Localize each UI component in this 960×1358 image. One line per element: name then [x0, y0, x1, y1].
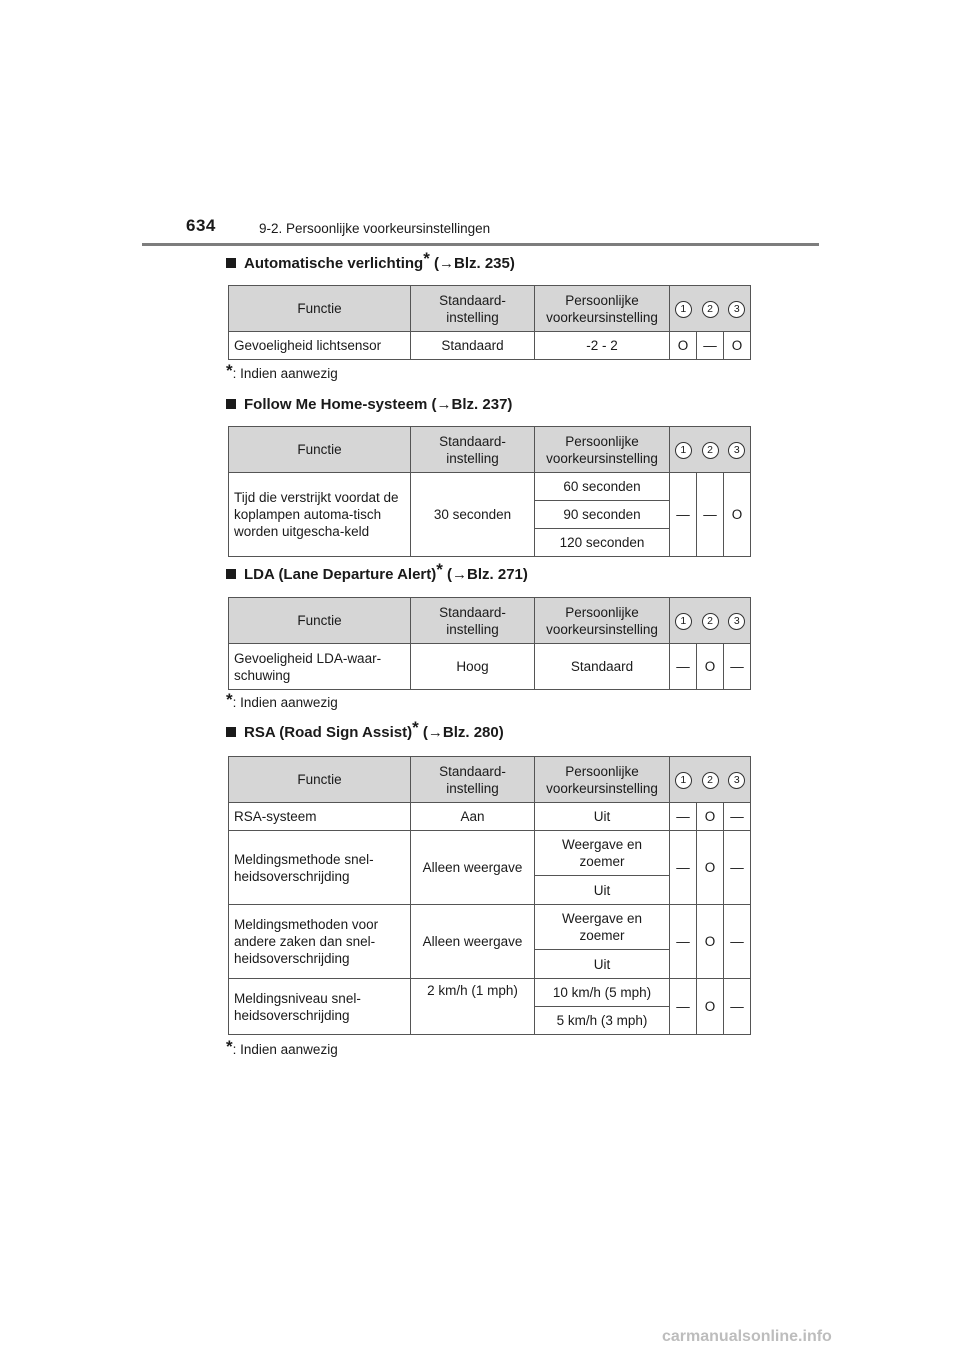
cell-option: Uit: [535, 876, 670, 905]
col-header-functie: Functie: [229, 757, 411, 803]
cell-option: 5 km/h (3 mph): [535, 1007, 670, 1035]
cell-option: Weergave en zoemer: [535, 905, 670, 950]
table-rsa: [228, 756, 751, 1035]
cell-default: Standaard: [411, 332, 535, 360]
cell-function: Meldingsmethoden voor andere zaken dan snel-heidsoverschrijding: [229, 905, 411, 979]
cell-function: Gevoeligheid LDA-waar-schuwing: [229, 644, 411, 690]
cell-function: RSA-systeem: [229, 803, 411, 831]
cell-mark-2: —: [697, 332, 724, 360]
col-header-standaard: Standaard-instelling: [411, 427, 535, 473]
cell-mark-1: —: [670, 473, 697, 557]
cell-default: Alleen weergave: [411, 905, 535, 979]
circled-3-icon: 3: [728, 442, 745, 459]
col-header-functie: Functie: [229, 427, 411, 473]
page-number: 634: [186, 216, 216, 235]
cell-default: Aan: [411, 803, 535, 831]
cell-mark-1: O: [670, 332, 697, 360]
circled-2-icon: 2: [702, 772, 719, 789]
bullet-square-icon: [226, 727, 236, 737]
cell-option: Weergave en zoemer: [535, 831, 670, 876]
circled-3-icon: 3: [728, 613, 745, 630]
col-header-persoonlijk: Persoonlijke voorkeursinstelling: [535, 286, 670, 332]
cell-option: 10 km/h (5 mph): [535, 979, 670, 1007]
footnote: *: Indien aanwezig: [226, 690, 338, 710]
table-row: [229, 905, 751, 950]
cell-default: 30 seconden: [411, 473, 535, 557]
cell-mark-1: —: [670, 979, 697, 1035]
table-row: [229, 803, 751, 831]
section-title-follow-me-home: Follow Me Home-systeem (→Blz. 237): [226, 396, 512, 413]
cell-option: Standaard: [535, 644, 670, 690]
cell-mark-3: —: [724, 905, 751, 979]
table-follow-me-home: [228, 426, 751, 557]
col-header-functie: Functie: [229, 286, 411, 332]
table-row: [229, 332, 751, 360]
col-header-persoonlijk: Persoonlijke voorkeursinstelling: [535, 427, 670, 473]
cell-option: Uit: [535, 950, 670, 979]
circled-2-icon: 2: [702, 613, 719, 630]
table-automatische-verlichting: [228, 285, 751, 360]
cell-option: -2 - 2: [535, 332, 670, 360]
footnote: *: Indien aanwezig: [226, 1037, 338, 1057]
section-title-automatische-verlichting: Automatische verlichting* (→Blz. 235): [226, 255, 515, 272]
circled-1-icon: 1: [675, 442, 692, 459]
col-header-functie: Functie: [229, 598, 411, 644]
header-rule: [142, 243, 819, 246]
cell-mark-2: O: [697, 979, 724, 1035]
cell-mark-1: —: [670, 905, 697, 979]
cell-mark-3: —: [724, 644, 751, 690]
section-title-rsa: RSA (Road Sign Assist)* (→Blz. 280): [226, 724, 504, 741]
bullet-square-icon: [226, 399, 236, 409]
col-header-standaard: Standaard-instelling: [411, 598, 535, 644]
cell-mark-1: —: [670, 803, 697, 831]
cell-function: Meldingsmethode snel-heidsoverschrijding: [229, 831, 411, 905]
circled-1-icon: 1: [675, 613, 692, 630]
cell-mark-3: O: [724, 332, 751, 360]
circled-1-icon: 1: [675, 772, 692, 789]
cell-mark-1: —: [670, 831, 697, 905]
cell-option: 60 seconden: [535, 473, 670, 501]
cell-mark-3: O: [724, 473, 751, 557]
bullet-square-icon: [226, 569, 236, 579]
cell-mark-2: O: [697, 644, 724, 690]
cell-option: 90 seconden: [535, 501, 670, 529]
col-header-persoonlijk: Persoonlijke voorkeursinstelling: [535, 598, 670, 644]
cell-default: Alleen weergave: [411, 831, 535, 905]
table-row: [229, 831, 751, 876]
cell-default: Hoog: [411, 644, 535, 690]
circled-2-icon: 2: [702, 301, 719, 318]
cell-mark-2: O: [697, 831, 724, 905]
cell-mark-2: O: [697, 905, 724, 979]
table-lda: [228, 597, 751, 690]
footnote: *: Indien aanwezig: [226, 361, 338, 381]
bullet-square-icon: [226, 258, 236, 268]
col-header-persoonlijk: Persoonlijke voorkeursinstelling: [535, 757, 670, 803]
table-row: [229, 473, 751, 501]
col-header-standaard: Standaard-instelling: [411, 757, 535, 803]
circled-1-icon: 1: [675, 301, 692, 318]
table-row: [229, 979, 751, 1007]
cell-option: 120 seconden: [535, 529, 670, 557]
cell-option: Uit: [535, 803, 670, 831]
cell-default: 2 km/h (1 mph): [411, 979, 535, 1035]
cell-function: Gevoeligheid lichtsensor: [229, 332, 411, 360]
circled-3-icon: 3: [728, 772, 745, 789]
cell-function: Meldingsniveau snel-heidsoverschrijding: [229, 979, 411, 1035]
col-header-standaard: Standaard-instelling: [411, 286, 535, 332]
cell-mark-3: —: [724, 831, 751, 905]
cell-mark-1: —: [670, 644, 697, 690]
circled-2-icon: 2: [702, 442, 719, 459]
cell-function: Tijd die verstrijkt voordat de koplampen automa-tisch worden uitgescha-keld: [229, 473, 411, 557]
chapter-title: 9-2. Persoonlijke voorkeursinstellingen: [259, 221, 491, 236]
cell-mark-2: —: [697, 473, 724, 557]
cell-mark-3: —: [724, 979, 751, 1035]
section-title-lda: LDA (Lane Departure Alert)* (→Blz. 271): [226, 566, 528, 583]
circled-3-icon: 3: [728, 301, 745, 318]
table-row: [229, 644, 751, 690]
cell-mark-2: O: [697, 803, 724, 831]
cell-mark-3: —: [724, 803, 751, 831]
watermark: carmanualsonline.info: [662, 1328, 832, 1345]
